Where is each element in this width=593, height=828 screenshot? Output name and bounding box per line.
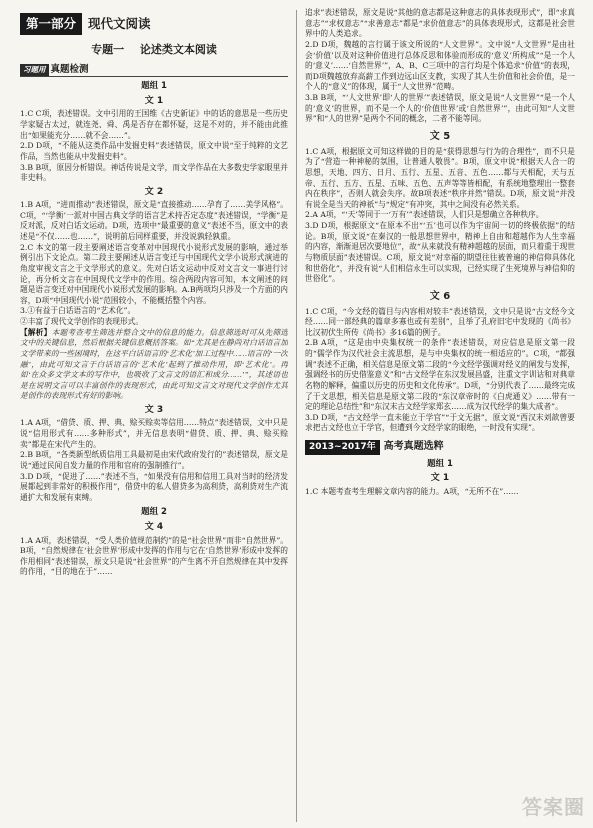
answer-item: 2.D D项，魏越的言行属于该文所说的“人文世界”。文中说“人文世界”是由社会‘价值’以及对这种价值进行总体反思和体验而形成的‘意义’所构成”“是一个人的‘意义’……‘自然世界’”，A、B、C三项中的言行均是个体追求“价值”的表现，而D项魏越放弃高薪工作到边远山区支教，实现了其人生价值和社会价值，是一个人的“意义”的体现，属于“人文世界”范畴。 bbox=[305, 39, 575, 92]
answer-item: ②丰富了现代文学创作的表现形式。 bbox=[20, 317, 144, 327]
section-tag: 习题用 bbox=[20, 64, 49, 76]
answer-item: 1.B A项，“进而推动”表述错误，原文是“直接推动……孕育了……美学风格”。C项，“‘学衡’一派对中国古典文学的语言艺术持否定态度”表述错误，“学衡”是反对派，反对白话文运动。D项，选项中“最重要的意义”表述不当，原文中的表述是“不仅……也……”，说明前后同样重要，并没说孰轻孰重。 bbox=[20, 200, 288, 242]
answer-item: 1.C A项，根据原文可知这样做的目的是“获得思想与行为的合理性”，而不只是为了“营造一种神秘的氛围，让普通人敬畏”。B项，原文中说“根据天人合一的思想，天地、四方、日月、五行、五星、五音、五色……都与天相配，天与五帝、五行、五方、五星、五味、五色、五声等等皆相配，有系统地整理出一整套内在秩序”，否则人就会失序。故B项表述“秩序并然”错误。D项，原文说“并没有说全是当天的神祇”与“规定”有冲突，其中之间没有必然关系。 bbox=[305, 146, 575, 209]
passage-title: 文 1 bbox=[144, 96, 164, 106]
topic-name: 论述类文本阅读 bbox=[139, 43, 217, 56]
watermark-logo: 答案圈 bbox=[522, 795, 585, 820]
passage-title: 文 2 bbox=[144, 186, 164, 197]
answer-item: 3.①有益于白话语言的“艺术化”。 bbox=[20, 306, 136, 316]
group-title: 题组 1 bbox=[141, 81, 167, 92]
answer-item: 1.C C项，“今文经的篇目与内容相对较丰”表述错误，文中只是说“古文经今文经……同一部经典的篇章多寡也或有差别”，且举了孔府旧宅中发现的《尚书》比汉初伏生所传《尚书》多16篇的例子。 bbox=[305, 306, 575, 337]
section-name: 真题检测 bbox=[50, 64, 89, 76]
answer-item: 2.C 本文的第一段主要阐述语言变革对中国现代小说形式发展的影响，通过举例引出下文论点。第二段主要阐述从语言变迁与中国现代文学小说形式演进的角度审视文言之于文学形式的意义。先对白话文运动中反对文言文一事进行讨论，再分析文言在中国现代文学中的作用。综合两段内容可知，本文阐述的问题是语言变迁对中国现代小说形式发展的影响。A.B两项均只涉及一个方面的内容，D项“中国现代小说”范围较小，不能概括整个内容。 bbox=[20, 242, 288, 305]
analysis-text: 本题考查考生筛选并整合文中的信息的能力。信息筛选时可从先筛选文中的关键信息，然后根据关键信息概括答案。如“尤其是在静尚对白话语言加文学带来的一些困境时，在这平白话语言的‘艺术化’加工过程中……语言的‘一次融’，由此可知文言于白话语言的‘艺术化’起到了推动作用，即‘艺术化’。再如‘在众多文学文本的写作中，也吸收了文言文的语汇和成分……’”，其述语也是在说明文言可以丰富创作的表现形式，由此可知文言文对现代文学创作尤其是创作的表现形式有好的影响。 bbox=[20, 327, 288, 401]
answer-item: 1.C C项，表述错误。文中引用的王国维《古史新证》中的话的意思是一些历史学家疑古太过，就连尧、舜、禹是否存在都怀疑，这是不对的，并不能由此推出“如果能充分……就不会……”。 bbox=[20, 109, 288, 140]
answer-item: 3.D D项，根据原文“在原本不出“‘五’也可以作为宇宙间一切的终极依据”的结论。B项，原文说“在秦汉的一般思想世界中，精神上自由和超越作为人生幸福的内容，渐渐退居次要地位”，故“从来就没有精神超越的层面，而只着重于现世与物质层面”表述错误。C项，原文说“对幸福的期望往往被普遍的神信仰具体化和世俗化”，并没有说“人们相信永生可以实现，已经实现了生死境界与神信仰的世俗化”。 bbox=[305, 221, 575, 284]
part-title: 现代文阅读 bbox=[88, 16, 151, 32]
answer-item: 2.A A项，“‘天’等同于一‘万有’”表述错误，人们只是想确立各种秩序。 bbox=[305, 210, 544, 220]
exam-section-bar bbox=[305, 440, 575, 454]
part-header bbox=[20, 14, 288, 34]
answer-item: 3.B B项，“‘人文世界’即‘人的世界’”表述错误，原文是说“人文世界”“是一个人的‘意义’的世界，而不是一个人的‘价值世界’或‘自然世界’”，由此可知“人文世界”和“人的世界”是两个不同的概念，二者不能等同。 bbox=[305, 93, 575, 124]
answer-item: 2.B B项，“各类新型纸质信用工具最初是由宋代政府发行的”表述错误，原文是说“通过民间自发力量的作用和官府的强制推行”。 bbox=[20, 450, 288, 470]
analysis-block bbox=[20, 328, 288, 402]
answer-item: 追求”表述错误，原文是说“其他的意志都是这种意志的具体表现形式”，即“求真意志”“求权意志”“求善意志”都是“求价值意志”的具体表现形式，这都是社会世界中的人类追求。 bbox=[305, 8, 575, 39]
exam-years-tag: 2013~2017年 bbox=[305, 440, 380, 454]
exam-section-title: 高考真题选粹 bbox=[383, 441, 444, 453]
passage-title: 文 1 bbox=[430, 473, 450, 484]
analysis-label: 【解析】 bbox=[20, 327, 52, 337]
group-title: 题组 1 bbox=[427, 458, 453, 469]
part-label: 第一部分 bbox=[20, 13, 82, 34]
passage-title: 文 6 bbox=[429, 290, 451, 302]
topic-title bbox=[20, 42, 288, 57]
group-title: 题组 2 bbox=[141, 507, 167, 518]
answer-item: 3.D D项，“古文经学一直未能立于学官”“于文无据”，原文说“西汉末刘歆曾要求把古文经也立于学官，但遭到今文经学家的眼绝，一时没有实现”。 bbox=[305, 412, 575, 433]
right-column bbox=[305, 8, 575, 828]
passage-title: 文 5 bbox=[429, 130, 451, 142]
answer-item: 3.B B项，原因分析错误。神话传说是文学，而文学作品在大多数史学家眼里并非史料。 bbox=[20, 162, 288, 183]
answer-item: 2.D D项，“不能从这类作品中发掘史料”表述错误，原文中说“至于纯粹的文艺作品，当然也能从中发掘史料”。 bbox=[20, 141, 288, 161]
column-divider bbox=[296, 10, 297, 822]
section-bar bbox=[20, 63, 288, 77]
answer-item: 1.A A项，表述错误，“受人类价值规范制约”的是“社会世界”而非“自然世界”。B项，“自然规律在‘社会世界’形成中发挥的作用与它在‘自然世界’形成中发挥的作用相同”表述错误，原文只是说“社会世界”的产生离不开自然规律在其中发挥的作用，“目的地在于”…… bbox=[20, 535, 288, 577]
left-column bbox=[20, 8, 288, 828]
topic-label: 专题一 bbox=[91, 43, 125, 56]
passage-title: 文 4 bbox=[144, 522, 164, 533]
answer-item: 2.B A项，“这是由中央集权统一的条件”表述错误，对应信息是原文第一段的“儒学作为汉代社会主流思想，是与中央集权的统一相适应的”。C项，“都强调”表述不正确，相关信息是原文第二段的“今文经学强调对经义的阐发与发挥，强调经书的历史借鉴意义”和“古文经学在东汉发展昌盛，注重文字训诂和对典章名物的解释，偏重以历史的历史和文化传承”。D项，“分别代表了……最终完成了于文思想，相关信息是原文第二段的“东汉章帝时的《白虎通义》……带有一定的理论总结性”和“东汉末古文经学家郑玄……成为汉代经学的集大成者”。 bbox=[305, 338, 575, 412]
passage-title: 文 3 bbox=[144, 405, 164, 416]
answer-item: 3.D D项，“促进了……”表述不当，“如果没有信用和信用工具对当时的经济发展都起到非常好的积极作用”，借贷中的私人借贷多为高利贷，高利贷对生产流通扩大和发展有束缚。 bbox=[20, 471, 288, 502]
answer-item: 1.C 本题考查考生理解文章内容的能力。A项，“无所不在”…… bbox=[305, 486, 519, 496]
answer-item: 1.A A项，“借贷、质、押、典、赊买赊卖等信用……特点”表述错误，文中只是说“信用形式有……多种形式”，并无信息表明“借贷、质、押、典、赊买赊卖”都是在宋代产生的。 bbox=[20, 418, 288, 449]
